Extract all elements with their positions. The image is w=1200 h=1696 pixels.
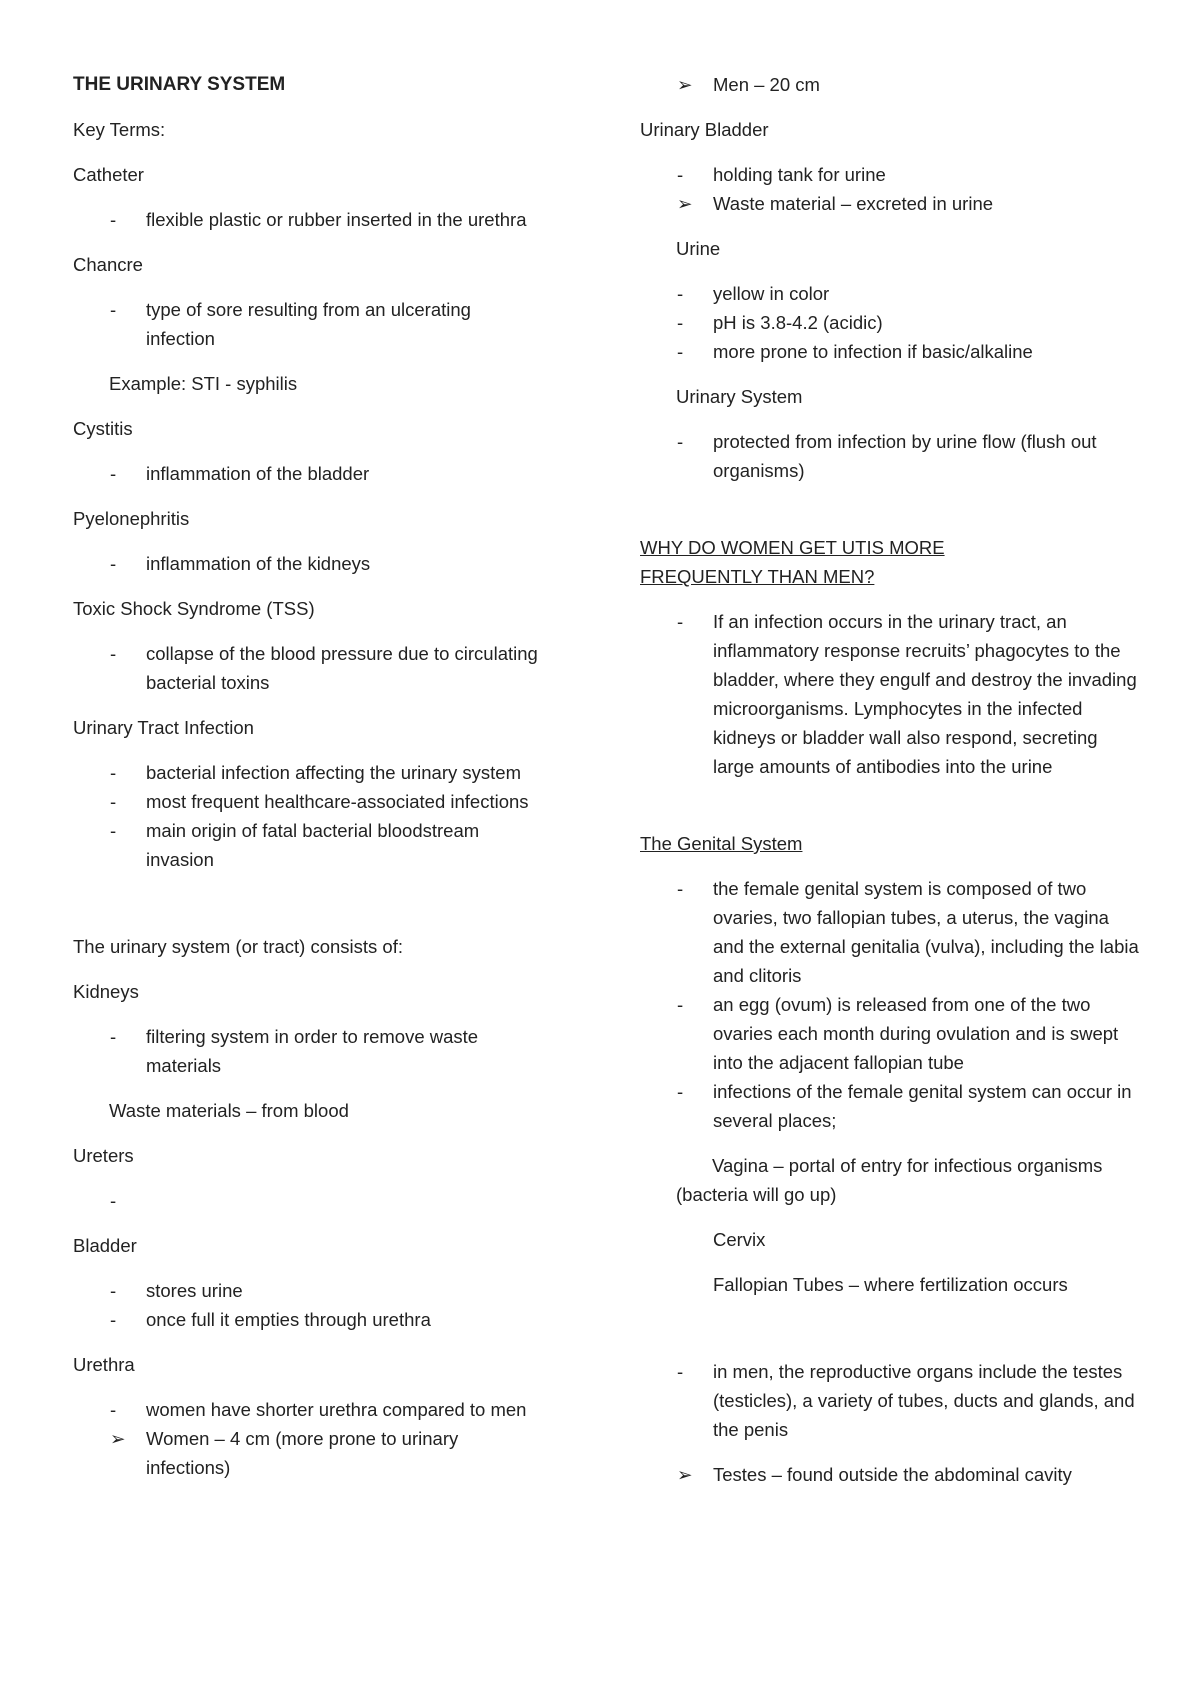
bladder-list (73, 1276, 543, 1334)
definition-text: main origin of fatal bacterial bloodstream invasion (146, 820, 480, 870)
vagina-note: Vagina – portal of entry for infectious organisms (bacteria will go up) (676, 1155, 1103, 1205)
list-item (73, 295, 543, 353)
dash-marker: - (677, 878, 684, 899)
list-item (640, 874, 1140, 990)
dash-marker: - (677, 164, 684, 185)
definition-text: filtering system in order to remove waste materials (146, 1026, 479, 1076)
list-item (640, 308, 1140, 337)
term-urethra: Urethra (73, 1354, 135, 1375)
catheter-list (73, 205, 543, 234)
dash-marker: - (110, 762, 117, 783)
list-item (73, 1305, 543, 1334)
term-urine: Urine (676, 238, 721, 259)
definition-text: an egg (ovum) is released from one of the two ovaries each month during ovulation and is swept into the adjacent fallopian tube (713, 994, 1119, 1073)
term-chancre: Chancre (73, 254, 143, 275)
definition-text: once full it empties through urethra (146, 1309, 431, 1330)
list-item (73, 1276, 543, 1305)
list-item (73, 758, 543, 787)
list-item (73, 1424, 543, 1482)
dash-marker: - (677, 994, 684, 1015)
dash-marker: - (677, 283, 684, 304)
definition-text: pH is 3.8-4.2 (acidic) (713, 312, 883, 333)
genital-list (640, 874, 1140, 1135)
list-item (640, 189, 1140, 218)
term-pyelonephritis: Pyelonephritis (73, 508, 190, 529)
list-item (640, 1357, 1140, 1444)
dash-marker: - (677, 611, 684, 632)
document-title: THE URINARY SYSTEM (73, 74, 286, 95)
definition-text: in men, the reproductive organs include the testes (testicles), a variety of tubes, ducts and glands, and the penis (713, 1361, 1135, 1440)
dash-marker: - (110, 791, 117, 812)
dash-marker: - (110, 643, 117, 664)
list-item (73, 816, 543, 874)
testes-list (640, 1460, 1140, 1489)
list-item (73, 459, 543, 488)
term-cystitis: Cystitis (73, 418, 133, 439)
dash-marker: - (110, 299, 117, 320)
arrow-bullet-icon: ➢ (110, 1428, 126, 1449)
term-kidneys: Kidneys (73, 981, 139, 1002)
list-item (640, 160, 1140, 189)
list-item (73, 1186, 543, 1215)
definition-text: If an infection occurs in the urinary tract, an inflammatory response recruits’ phagocytes to the bladder, where they engulf and destroy the invading microorganisms. Lymphocytes in the infected kidneys or bladder wall also respond, secreting large amounts of antibodies into the urine (713, 611, 1137, 777)
list-item (73, 549, 543, 578)
term-tss: Toxic Shock Syndrome (TSS) (73, 598, 315, 619)
example-text: Example: STI - syphilis (109, 373, 298, 394)
dash-marker: - (110, 1280, 117, 1301)
definition-text: holding tank for urine (713, 164, 886, 185)
urinary-system-list (640, 427, 1140, 485)
spacer (640, 797, 1140, 829)
men-list (640, 70, 1140, 99)
definition-text: inflammation of the kidneys (146, 553, 371, 574)
why-heading-line1: WHY DO WOMEN GET UTIS MORE (640, 537, 945, 558)
term-bladder: Bladder (73, 1235, 137, 1256)
genital-heading: The Genital System (640, 833, 803, 854)
key-terms-label: Key Terms: (73, 119, 166, 140)
definition-text: flexible plastic or rubber inserted in the urethra (146, 209, 527, 230)
spacer (73, 890, 543, 932)
definition-text: infections of the female genital system can occur in several places; (713, 1081, 1132, 1131)
dash-marker: - (677, 1081, 684, 1102)
arrow-bullet-icon: ➢ (677, 74, 693, 95)
list-item (73, 205, 543, 234)
definition-text: the female genital system is composed of two ovaries, two fallopian tubes, a uterus, the vagina and the external genitalia (vulva), including the labia and clitoris (713, 878, 1139, 986)
term-uti: Urinary Tract Infection (73, 717, 254, 738)
dash-marker: - (110, 463, 117, 484)
consists-heading: The urinary system (or tract) consists of: (73, 936, 404, 957)
uti-list (73, 758, 543, 874)
term-ureters: Ureters (73, 1145, 134, 1166)
waste-note: Waste materials – from blood (109, 1100, 349, 1121)
right-column (640, 70, 1140, 1505)
list-item (640, 279, 1140, 308)
why-list (640, 607, 1140, 781)
chancre-list (73, 295, 543, 353)
dash-marker: - (110, 820, 117, 841)
definition-text (146, 1190, 151, 1211)
list-item (640, 1077, 1140, 1135)
definition-text: more prone to infection if basic/alkaline (713, 341, 1033, 362)
definition-text: bacterial infection affecting the urinary system (146, 762, 521, 783)
definition-text: protected from infection by urine flow (flush out organisms) (713, 431, 1097, 481)
fallopian-note: Fallopian Tubes – where fertilization occurs (713, 1274, 1068, 1295)
ureters-list (73, 1186, 543, 1215)
definition-text: Women – 4 cm (more prone to urinary infections) (146, 1428, 459, 1478)
kidneys-list (73, 1022, 543, 1080)
definition-text: most frequent healthcare-associated infections (146, 791, 529, 812)
urine-list (640, 279, 1140, 366)
definition-text: Testes – found outside the abdominal cavity (713, 1464, 1072, 1485)
definition-text: inflammation of the bladder (146, 463, 370, 484)
arrow-bullet-icon: ➢ (677, 1464, 693, 1485)
dash-marker: - (110, 1399, 117, 1420)
tss-list (73, 639, 543, 697)
urethra-list (73, 1395, 543, 1482)
why-heading-line2: FREQUENTLY THAN MEN? (640, 566, 875, 587)
definition-text: yellow in color (713, 283, 830, 304)
left-column (73, 70, 543, 1498)
list-item (73, 1395, 543, 1424)
term-urinary-system: Urinary System (676, 386, 803, 407)
definition-text: type of sore resulting from an ulcerating infection (146, 299, 471, 349)
list-item (640, 337, 1140, 366)
term-catheter: Catheter (73, 164, 144, 185)
list-item (640, 427, 1140, 485)
dash-marker: - (110, 1026, 117, 1047)
urinary-bladder-list (640, 160, 1140, 218)
definition-text: Men – 20 cm (713, 74, 820, 95)
list-item (640, 607, 1140, 781)
dash-marker: - (110, 209, 117, 230)
dash-marker: - (677, 431, 684, 452)
definition-text: Waste material – excreted in urine (713, 193, 994, 214)
spacer (640, 1315, 1140, 1357)
spacer (640, 501, 1140, 533)
definition-text: women have shorter urethra compared to men (146, 1399, 527, 1420)
dash-marker: - (677, 1361, 684, 1382)
dash-marker: - (677, 341, 684, 362)
cystitis-list (73, 459, 543, 488)
list-item (73, 639, 543, 697)
list-item (73, 1022, 543, 1080)
list-item (640, 70, 1140, 99)
dash-marker: - (110, 1309, 117, 1330)
list-item (640, 990, 1140, 1077)
list-item (73, 787, 543, 816)
arrow-bullet-icon: ➢ (677, 193, 693, 214)
men-reproductive-list (640, 1357, 1140, 1444)
definition-text: collapse of the blood pressure due to circulating bacterial toxins (146, 643, 538, 693)
cervix-note: Cervix (713, 1229, 766, 1250)
term-urinary-bladder: Urinary Bladder (640, 119, 769, 140)
dash-marker: - (110, 553, 117, 574)
pyelonephritis-list (73, 549, 543, 578)
dash-marker: - (110, 1190, 117, 1211)
list-item (640, 1460, 1140, 1489)
dash-marker: - (677, 312, 684, 333)
definition-text: stores urine (146, 1280, 243, 1301)
